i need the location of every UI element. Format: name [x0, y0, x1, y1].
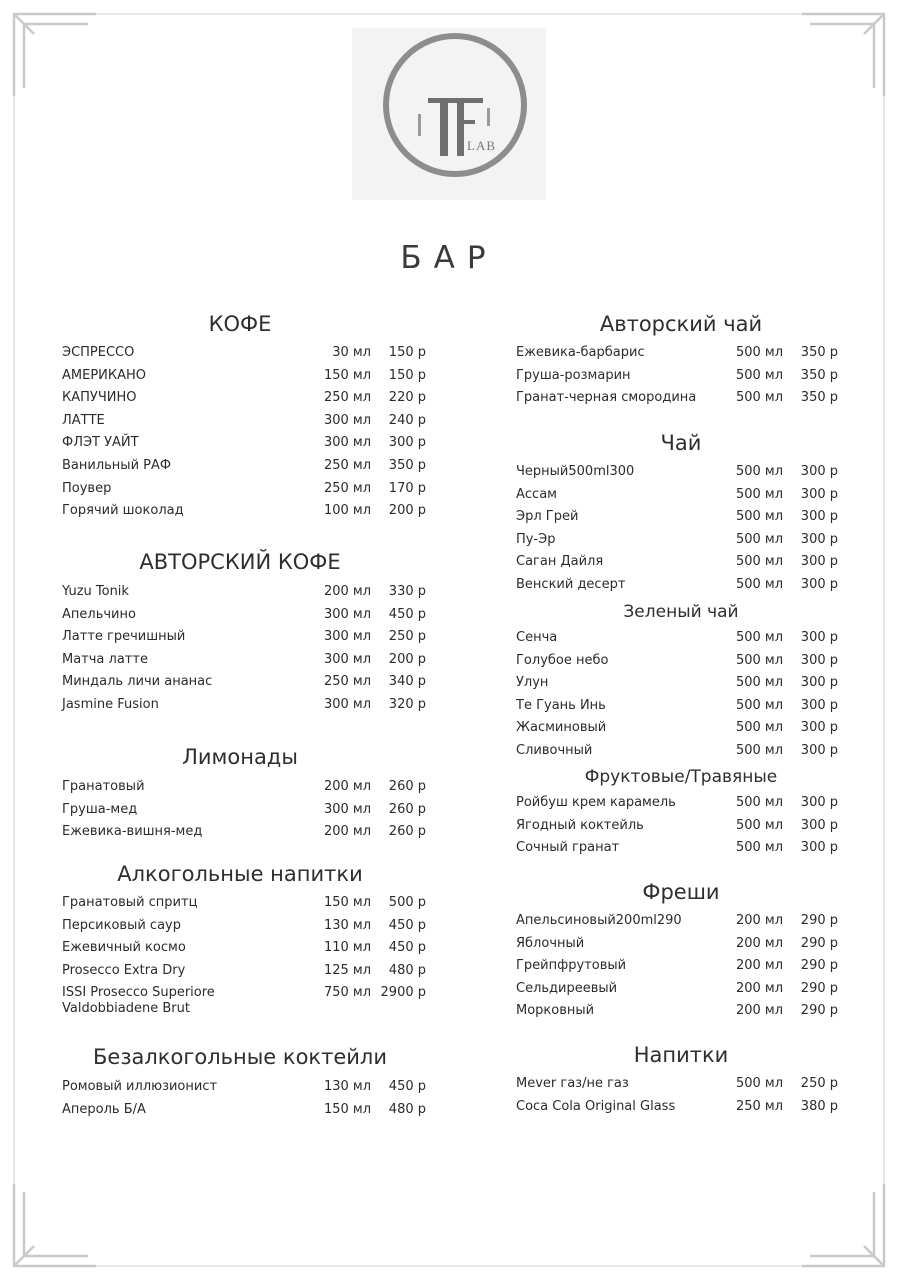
menu-item-volume: 200 мл [735, 913, 783, 928]
menu-item-volume: 250 мл [323, 458, 371, 473]
menu-item [516, 485, 896, 505]
menu-item-volume: 500 мл [735, 652, 783, 668]
menu-item [516, 934, 896, 954]
menu-item-price: 450 р [388, 606, 426, 622]
menu-item-volume: 500 мл [735, 390, 783, 406]
menu-item-name: Апельчино [62, 606, 136, 622]
menu-item [62, 388, 442, 408]
menu-item-name: Венский десерт [516, 577, 626, 592]
menu-item-price: 330 р [388, 584, 426, 599]
menu-item-name: Пу-Эр [516, 531, 556, 547]
menu-item-name: Ежевика-барбарис [516, 345, 645, 360]
menu-item-price: 320 р [388, 697, 426, 712]
menu-item-name: Сельдиреевый [516, 980, 618, 996]
menu-item-name: Сливочный [516, 743, 593, 758]
menu-item-volume: 500 мл [735, 675, 783, 691]
menu-item-name: Те Гуань Инь [516, 697, 606, 713]
menu-item-volume: 300 мл [323, 629, 371, 645]
menu-item-name: Поувер [62, 480, 112, 496]
menu-item-volume: 200 мл [323, 824, 371, 840]
menu-item-name: Апельсиновый200ml290 [516, 913, 682, 928]
menu-item-name: Апероль Б/А [62, 1101, 146, 1117]
menu-item [62, 479, 442, 499]
menu-item [516, 673, 896, 693]
menu-item [516, 793, 896, 813]
menu-item-price: 150 р [388, 345, 426, 360]
menu-item-volume: 500 мл [735, 817, 783, 833]
menu-item-name: Сочный гранат [516, 840, 620, 856]
menu-item-name: Латте гречишный [62, 629, 186, 645]
menu-item [516, 651, 896, 671]
menu-item-price: 2900 р [380, 985, 426, 1001]
left-section-title: Безалкогольные коктейли [93, 1045, 387, 1069]
menu-item-volume: 500 мл [735, 486, 783, 502]
menu-item-name: Jasmine Fusion [62, 697, 159, 712]
menu-item-price: 170 р [388, 480, 426, 496]
menu-item-price: 300 р [388, 435, 426, 451]
menu-item [62, 916, 442, 936]
menu-item-name: Гранатовый спритц [62, 895, 198, 910]
menu-item-volume: 500 мл [735, 509, 783, 525]
left-section-title: КОФЕ [208, 312, 272, 336]
menu-item-name: Грейпфрутовый [516, 958, 627, 974]
right-section-title: Фруктовые/Травяные [584, 767, 778, 787]
menu-item [62, 961, 442, 981]
menu-item [62, 605, 442, 625]
menu-item-volume: 500 мл [735, 795, 783, 810]
menu-item-volume: 500 мл [735, 367, 783, 383]
menu-item-price: 500 р [388, 895, 426, 910]
menu-item-price: 290 р [800, 980, 838, 996]
menu-item-volume: 200 мл [735, 935, 783, 951]
page-title: БАР [400, 240, 498, 276]
right-section-title: Напитки [633, 1043, 729, 1067]
menu-item-price: 300 р [800, 743, 838, 758]
menu-item-name: ISSI Prosecco Superiore Valdobbiadene Brut [62, 985, 215, 1017]
menu-item-name: Миндаль личи ананас [62, 674, 213, 690]
menu-item [62, 938, 442, 958]
menu-item-name: Жасминовый [516, 720, 607, 736]
menu-item-name: ЭСПРЕССО [62, 345, 135, 360]
menu-item-volume: 500 мл [735, 1076, 783, 1091]
left-section-title: Алкогольные напитки [117, 862, 363, 886]
menu-item-price: 260 р [388, 801, 426, 817]
menu-item-price: 290 р [800, 913, 838, 928]
menu-item-name: Ежевичный космо [62, 940, 186, 956]
menu-item-volume: 500 мл [735, 464, 783, 479]
menu-item-name: Гранат-черная смородина [516, 390, 697, 406]
right-section-title: Зеленый чай [623, 602, 739, 622]
menu-item-volume: 200 мл [735, 980, 783, 996]
menu-item-volume: 500 мл [735, 840, 783, 856]
menu-item-name: Ромовый иллюзионист [62, 1079, 218, 1094]
menu-item-price: 220 р [388, 390, 426, 406]
menu-item [62, 695, 442, 715]
menu-item-volume: 200 мл [735, 958, 783, 974]
menu-item-name: Морковный [516, 1003, 595, 1019]
menu-item [516, 552, 896, 572]
menu-item-price: 480 р [388, 962, 426, 978]
menu-item-price: 350 р [800, 367, 838, 383]
logo-mark [352, 28, 546, 200]
menu-item-name: Груша-розмарин [516, 367, 631, 383]
menu-item-name: Персиковый саур [62, 917, 181, 933]
menu-item-price: 300 р [800, 630, 838, 645]
menu-item-name: Груша-мед [62, 801, 138, 817]
menu-item [62, 983, 442, 1017]
menu-item [516, 530, 896, 550]
menu-item [62, 777, 442, 797]
menu-item [62, 822, 442, 842]
menu-item-name: Саган Дайля [516, 554, 604, 570]
menu-item-volume: 500 мл [735, 554, 783, 570]
menu-item-name: ЛАТТЕ [62, 412, 105, 428]
menu-item-price: 250 р [800, 1076, 838, 1091]
right-section-title: Авторский чай [599, 312, 763, 336]
menu-item-price: 300 р [800, 464, 838, 479]
menu-item-price: 300 р [800, 675, 838, 691]
left-section-title: АВТОРСКИЙ КОФЕ [139, 550, 341, 574]
menu-item-price: 300 р [800, 509, 838, 525]
menu-item [516, 628, 896, 648]
menu-item [62, 1100, 442, 1120]
menu-item-volume: 250 мл [323, 390, 371, 406]
menu-item-price: 300 р [800, 554, 838, 570]
menu-item-price: 350 р [800, 390, 838, 406]
menu-item [516, 911, 896, 931]
menu-item [62, 582, 442, 602]
menu-item-volume: 300 мл [323, 651, 371, 667]
menu-item-price: 450 р [388, 917, 426, 933]
menu-item-price: 450 р [388, 1079, 426, 1094]
menu-item-name: Гранатовый [62, 779, 145, 794]
menu-item-volume: 500 мл [735, 345, 783, 360]
menu-item [62, 1077, 442, 1097]
menu-item-price: 200 р [388, 503, 426, 519]
menu-item-price: 200 р [388, 651, 426, 667]
menu-item-name: Улун [516, 675, 549, 691]
menu-item [516, 1001, 896, 1021]
menu-item-volume: 110 мл [323, 940, 371, 956]
menu-item-name: Ройбуш крем карамель [516, 795, 676, 810]
menu-item [62, 650, 442, 670]
menu-item-volume: 100 мл [323, 503, 371, 519]
menu-item-volume: 500 мл [735, 630, 783, 645]
menu-item-name: Mever газ/не газ [516, 1076, 629, 1091]
menu-item-name: Yuzu Tonik [62, 584, 129, 599]
menu-item [62, 627, 442, 647]
menu-item-name: Ассам [516, 486, 557, 502]
menu-item-volume: 130 мл [323, 917, 371, 933]
menu-item [62, 456, 442, 476]
menu-item-volume: 250 мл [323, 480, 371, 496]
menu-item-name: Ежевика-вишня-мед [62, 824, 203, 840]
menu-item-name: Горячий шоколад [62, 503, 184, 519]
menu-item [516, 816, 896, 836]
logo [352, 28, 546, 200]
menu-item-price: 260 р [388, 824, 426, 840]
menu-item-name: Эрл Грей [516, 509, 579, 525]
menu-item [516, 462, 896, 482]
menu-item-price: 350 р [388, 458, 426, 473]
menu-item-price: 290 р [800, 1003, 838, 1019]
menu-item-price: 300 р [800, 652, 838, 668]
menu-item [516, 343, 896, 363]
menu-item-volume: 130 мл [323, 1079, 371, 1094]
menu-item-name: Голубое небо [516, 652, 609, 668]
menu-item-price: 250 р [388, 629, 426, 645]
menu-item-volume: 500 мл [735, 531, 783, 547]
menu-item-name: АМЕРИКАНО [62, 367, 147, 383]
menu-item-volume: 300 мл [323, 606, 371, 622]
menu-item [516, 718, 896, 738]
menu-item [516, 575, 896, 595]
menu-item [62, 672, 442, 692]
menu-item-volume: 200 мл [323, 584, 371, 599]
menu-item [516, 979, 896, 999]
menu-item-name: Ванильный РАФ [62, 458, 172, 473]
menu-item-volume: 500 мл [735, 720, 783, 736]
menu-item-price: 350 р [800, 345, 838, 360]
menu-item-volume: 250 мл [323, 674, 371, 690]
menu-item-price: 450 р [388, 940, 426, 956]
menu-item-price: 260 р [388, 779, 426, 794]
menu-item-price: 300 р [800, 486, 838, 502]
menu-item-volume: 200 мл [735, 1003, 783, 1019]
menu-item-name: Coca Cola Original Glass [516, 1098, 676, 1114]
menu-item-volume: 200 мл [323, 779, 371, 794]
menu-item-price: 480 р [388, 1101, 426, 1117]
menu-item-name: Prosecco Extra Dry [62, 962, 186, 978]
menu-item-price: 290 р [800, 935, 838, 951]
logo-text: LAB [467, 138, 496, 153]
menu-item [62, 800, 442, 820]
menu-item-name: Яблочный [516, 935, 585, 951]
menu-item-price: 300 р [800, 840, 838, 856]
menu-item-price: 380 р [800, 1098, 838, 1114]
menu-item-name: Сенча [516, 630, 558, 645]
menu-item-volume: 150 мл [323, 367, 371, 383]
menu-item [62, 501, 442, 521]
menu-item-price: 150 р [388, 367, 426, 383]
menu-item-name: Матча латте [62, 651, 148, 667]
menu-item-price: 300 р [800, 795, 838, 810]
menu-item [62, 433, 442, 453]
menu-item [516, 741, 896, 761]
menu-item-volume: 750 мл [323, 985, 371, 1001]
menu-item [62, 411, 442, 431]
menu-item [516, 956, 896, 976]
menu-item [516, 507, 896, 527]
menu-item [62, 366, 442, 386]
menu-item-volume: 150 мл [323, 895, 371, 910]
menu-item-volume: 125 мл [323, 962, 371, 978]
menu-item-price: 240 р [388, 412, 426, 428]
menu-item-name: ФЛЭТ УАЙТ [62, 435, 139, 451]
menu-item-volume: 500 мл [735, 697, 783, 713]
menu-item [516, 838, 896, 858]
left-section-title: Лимонады [182, 745, 298, 769]
right-section-title: Чай [660, 431, 702, 455]
menu-item [62, 893, 442, 913]
menu-item [516, 696, 896, 716]
menu-item-volume: 300 мл [323, 435, 371, 451]
menu-item-price: 300 р [800, 697, 838, 713]
menu-item-volume: 30 мл [332, 345, 371, 360]
menu-item-price: 300 р [800, 817, 838, 833]
menu-item-volume: 250 мл [735, 1098, 783, 1114]
menu-item-price: 300 р [800, 531, 838, 547]
menu-item-name: КАПУЧИНО [62, 390, 137, 406]
menu-item-price: 340 р [388, 674, 426, 690]
menu-item-volume: 300 мл [323, 697, 371, 712]
menu-item [62, 343, 442, 363]
menu-item [516, 1097, 896, 1117]
menu-item-volume: 150 мл [323, 1101, 371, 1117]
menu-item [516, 366, 896, 386]
menu-item [516, 388, 896, 408]
menu-item-volume: 300 мл [323, 801, 371, 817]
right-section-title: Фреши [642, 880, 720, 904]
menu-item-volume: 300 мл [323, 412, 371, 428]
menu-item-name: Ягодный коктейль [516, 817, 644, 833]
menu-item-volume: 500 мл [735, 577, 783, 592]
menu-item-price: 290 р [800, 958, 838, 974]
menu-item-price: 300 р [800, 720, 838, 736]
menu-item-name: Черный500ml300 [516, 464, 635, 479]
menu-item-volume: 500 мл [735, 743, 783, 758]
menu-item [516, 1074, 896, 1094]
menu-item-price: 300 р [800, 577, 838, 592]
